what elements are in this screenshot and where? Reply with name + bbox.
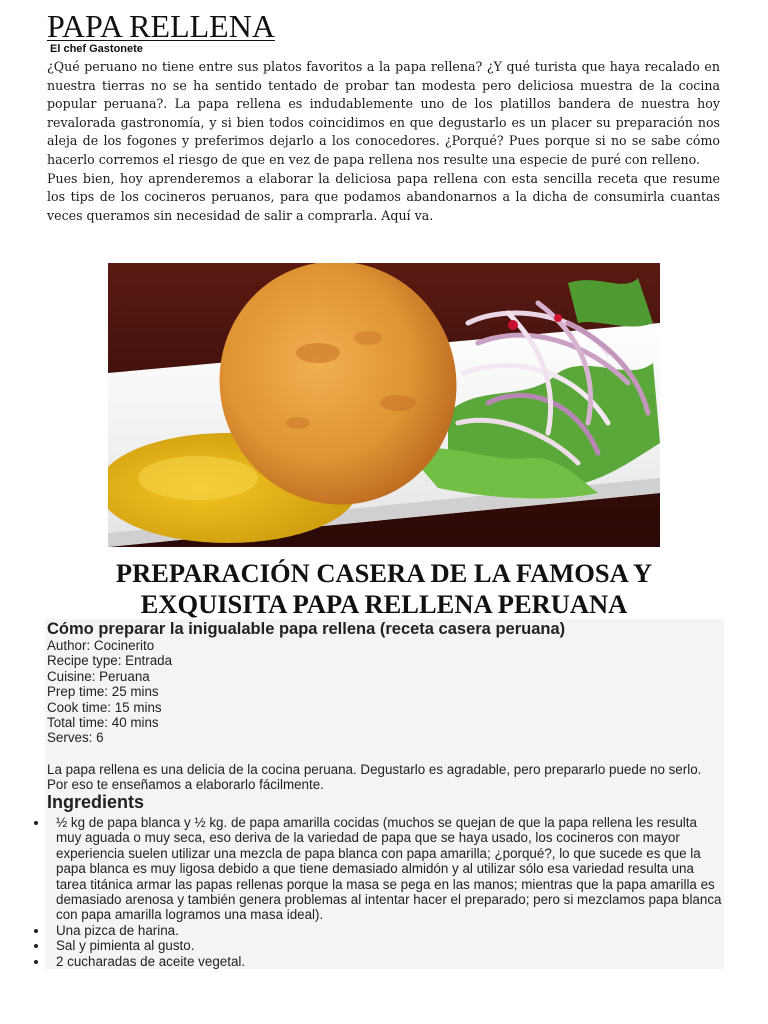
recipe-type: Recipe type: Entrada bbox=[47, 653, 173, 669]
recipe-prep-time: Prep time: 25 mins bbox=[47, 684, 159, 700]
page-title: PAPA RELLENA bbox=[47, 8, 275, 44]
list-item: Una pizca de harina. bbox=[56, 923, 722, 938]
recipe-heading-line-2: EXQUISITA PAPA RELLENA PERUANA bbox=[140, 589, 628, 619]
intro-text bbox=[47, 58, 720, 225]
recipe-author: Author: Cocinerito bbox=[47, 638, 155, 653]
intro-paragraph-1: ¿Qué peruano no tiene entre sus platos favoritos a la papa rellena? ¿Y qué turista que haya recalado en nuestra tierras no se ha sentido tentado de probar tan modesta pero deliciosa muestra de la cocina popular peruana?. La papa rellena es indudablemente uno de los platillos bandera de nuestra hoy revalorada gastronomía, y si bien todos coincidimos en que degustarlo es un placer su preparación nos aleja de los fogones y preferimos dejarlo a los conocedores. ¿Porqué? Pues porque si no se sabe cómo hacerlo corremos el riesgo de que en vez de papa rellena nos resulte una especie de puré con relleno. bbox=[47, 59, 720, 167]
list-item: Sal y pimienta al gusto. bbox=[56, 938, 722, 953]
intro-paragraph-2: Pues bien, hoy aprenderemos a elaborar la deliciosa papa rellena con esta sencilla receta que resume los tips de los cocineros peruanos, para que podamos abandonarnos a la dicha de consumirla cuantas veces queramos sin necesidad de salir a comprarla. Aquí va. bbox=[47, 170, 720, 223]
list-item: 2 cucharadas de aceite vegetal. bbox=[56, 954, 722, 969]
recipe-card-title: Cómo preparar la inigualable papa rellena (receta casera peruana) bbox=[47, 620, 566, 638]
ingredients-list bbox=[56, 815, 722, 969]
author-byline: El chef Gastonete bbox=[50, 43, 143, 55]
recipe-meta bbox=[47, 638, 172, 746]
recipe-serves: Serves: 6 bbox=[47, 730, 104, 746]
recipe-total-time: Total time: 40 mins bbox=[47, 715, 159, 731]
recipe-card bbox=[45, 619, 724, 969]
recipe-heading bbox=[40, 558, 728, 620]
recipe-cook-time: Cook time: 15 mins bbox=[47, 699, 162, 715]
papa-rellena-photo bbox=[108, 263, 660, 547]
recipe-cuisine: Cuisine: Peruana bbox=[47, 668, 150, 684]
recipe-heading-line-1: PREPARACIÓN CASERA DE LA FAMOSA Y bbox=[115, 558, 653, 588]
ingredients-heading: Ingredients bbox=[47, 792, 145, 812]
recipe-description: La papa rellena es una delicia de la cocina peruana. Degustarlo es agradable, pero prepararlo puede no serlo. Por eso te enseñamos a elaborarlo fácilmente. bbox=[47, 762, 702, 793]
list-item: ½ kg de papa blanca y ½ kg. de papa amarilla cocidas (muchos se quejan de que la papa rellena les resulta muy aguada o muy seca, eso deriva de la variedad de papa que se haya usado, los cocineros con mayor experiencia suelen utilizar una mezcla de papa blanca con papa amarilla; ¿porqué?, lo que sucede es que la papa blanca es muy ligosa debido a que tiene demasiado almidón y al utilizar sólo esa variedad resulta una tarea titánica armar las papas rellenas porque la masa se pega en las manos; mientras que la papa amarilla es demasiado arenosa y también genera problemas al intentar hacer el preparado; pero si mezclamos papa blanca con papa amarilla logramos una masa ideal). bbox=[56, 815, 722, 923]
